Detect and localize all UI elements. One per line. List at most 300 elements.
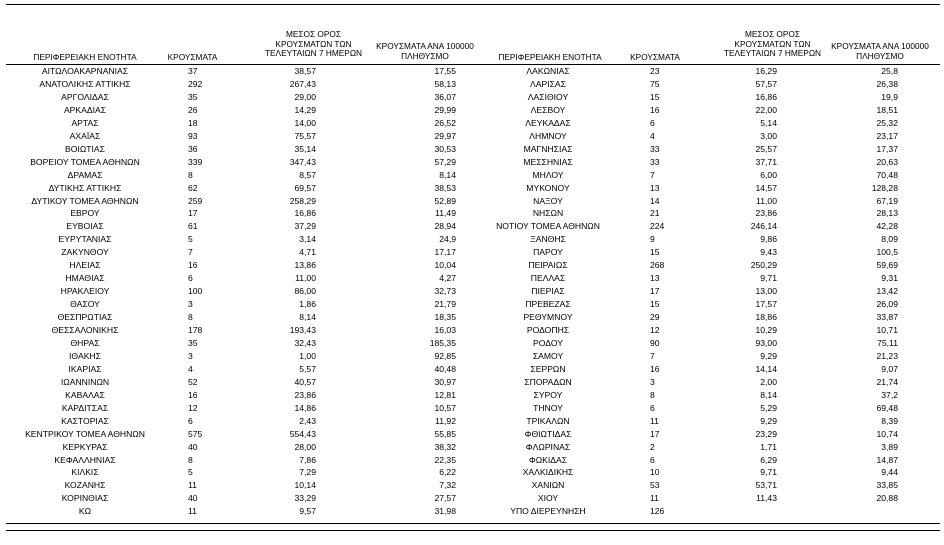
cell-cases: 4: [650, 130, 655, 141]
cell-avg: 32,43: [294, 337, 316, 348]
cell-cases: 6: [650, 402, 655, 413]
header-avg-line3: ΤΕΛΕΥΤΑΙΩΝ 7 ΗΜΕΡΩΝ: [723, 48, 822, 58]
header-per100k-line1: ΚΡΟΥΣΜΑΤΑ ΑΝΑ 100000: [376, 41, 474, 51]
cell-avg: 29,00: [294, 91, 316, 102]
cell-per100k: 16,03: [434, 325, 456, 335]
cell-avg: 11,00: [756, 195, 777, 206]
cell-per100k: 31,98: [434, 506, 456, 517]
table-row: [0, 285, 944, 298]
table-row: [0, 117, 944, 130]
cell-avg: 9,86: [760, 234, 777, 245]
table-row: [0, 389, 944, 402]
cell-cases: 75: [650, 78, 660, 89]
cell-cases: 6: [188, 415, 193, 426]
cell-cases: 13: [650, 273, 660, 284]
table-row: [0, 415, 944, 428]
cell-name: ΚΟΡΙΝΘΙΑΣ: [61, 493, 109, 504]
cell-name: ΚΟΖΑΝΗΣ: [64, 480, 106, 491]
table-row: [0, 143, 944, 156]
cell-per100k: 17,37: [876, 143, 898, 154]
cell-avg: 14,00: [294, 117, 316, 128]
cell-cases: 16: [188, 389, 198, 400]
cell-cases: 3: [188, 299, 193, 310]
table-row: [0, 428, 944, 441]
cell-avg: 11,43: [756, 493, 777, 504]
cell-name: ΛΑΣΙΘΙΟΥ: [527, 91, 569, 102]
cell-per100k: 30,53: [434, 143, 456, 154]
table-row: [0, 272, 944, 285]
table-row: [0, 402, 944, 415]
cell-per100k: 59,69: [876, 260, 898, 271]
cell-name: ΗΡΑΚΛΕΙΟΥ: [60, 286, 110, 297]
cell-per100k: 57,29: [434, 156, 456, 167]
table-row: [0, 479, 944, 492]
cell-cases: 18: [188, 117, 198, 128]
cell-avg: 347,43: [289, 156, 316, 167]
cell-cases: 12: [650, 325, 660, 335]
cell-avg: 17,57: [755, 299, 777, 310]
cell-avg: 40,57: [294, 376, 316, 387]
cell-avg: 9,71: [760, 273, 777, 284]
cell-name: ΠΑΡΟΥ: [533, 247, 563, 258]
cell-per100k: 12,81: [434, 389, 456, 400]
cell-per100k: 52,89: [434, 195, 456, 206]
header-avg-line1: ΜΕΣΟΣ ΟΡΟΣ: [285, 29, 342, 39]
cell-cases: 7: [650, 350, 655, 361]
cell-per100k: 24,9: [439, 234, 456, 245]
cell-per100k: 38,32: [434, 441, 456, 452]
cell-per100k: 70,48: [876, 169, 898, 180]
cell-name: ΗΜΑΘΙΑΣ: [65, 273, 105, 284]
cell-per100k: 33,85: [876, 480, 898, 491]
cell-avg: 14,57: [755, 182, 777, 193]
table-row: [0, 246, 944, 259]
header-avg-line1: ΜΕΣΟΣ ΟΡΟΣ: [744, 29, 801, 39]
cell-avg: 16,86: [755, 91, 777, 102]
cell-name: ΣΑΜΟΥ: [532, 350, 564, 361]
cell-avg: 22,00: [755, 104, 777, 115]
cell-name: ΕΒΡΟΥ: [70, 208, 100, 219]
cell-per100k: 25,8: [881, 66, 898, 76]
cell-per100k: 13,42: [876, 286, 898, 297]
cell-name: ΧΙΟΥ: [537, 493, 559, 504]
cell-cases: 3: [188, 350, 193, 361]
cell-per100k: 38,53: [434, 182, 456, 193]
cell-avg: 6,00: [760, 169, 777, 180]
cell-cases: 36: [188, 143, 198, 154]
cell-name: ΡΟΔΟΠΗΣ: [526, 325, 570, 335]
cell-per100k: 21,74: [876, 376, 898, 387]
cell-cases: 90: [650, 337, 660, 348]
cell-cases: 126: [650, 506, 665, 517]
header-avg-left: [256, 30, 371, 59]
cell-per100k: 27,57: [434, 493, 456, 504]
cell-avg: 6,29: [760, 454, 777, 465]
cell-cases: 17: [650, 286, 660, 297]
cell-cases: 21: [650, 208, 660, 219]
cell-cases: 11: [188, 506, 197, 517]
cell-avg: 267,43: [289, 78, 316, 89]
cell-cases: 62: [188, 182, 198, 193]
cell-per100k: 23,17: [876, 130, 898, 141]
cell-cases: 259: [188, 195, 203, 206]
table-row: [0, 195, 944, 208]
cell-cases: 8: [188, 454, 193, 465]
cell-avg: 9,29: [760, 415, 777, 426]
cell-avg: 5,29: [760, 402, 777, 413]
cell-name: ΔΥΤΙΚΟΥ ΤΟΜΕΑ ΑΘΗΝΩΝ: [31, 195, 139, 206]
cell-cases: 9: [650, 234, 655, 245]
cell-cases: 15: [650, 91, 660, 102]
cell-name: ΜΑΓΝΗΣΙΑΣ: [523, 143, 573, 154]
cell-name: ΘΑΣΟΥ: [70, 299, 100, 310]
cell-per100k: 69,48: [876, 402, 898, 413]
cell-name: ΔΡΑΜΑΣ: [67, 169, 103, 180]
cell-avg: 193,43: [289, 325, 316, 335]
header-avg-line2: ΚΡΟΥΣΜΑΤΩΝ ΤΩΝ: [275, 38, 352, 49]
header-avg-line2: ΚΡΟΥΣΜΑΤΩΝ ΤΩΝ: [734, 38, 811, 49]
cell-name: ΕΥΡΥΤΑΝΙΑΣ: [58, 234, 112, 245]
cell-avg: 13,86: [294, 260, 316, 271]
cell-cases: 268: [650, 260, 665, 271]
cell-avg: 9,29: [760, 350, 777, 361]
cell-per100k: 26,52: [434, 117, 456, 128]
cell-cases: 17: [188, 208, 198, 219]
cell-name: ΡΕΘΥΜΝΟΥ: [523, 312, 573, 323]
cell-name: ΦΩΚΙΔΑΣ: [528, 454, 568, 465]
cell-per100k: 26,38: [876, 78, 898, 89]
table-row: [0, 91, 944, 104]
table-row: [0, 233, 944, 246]
cell-per100k: 7,32: [439, 480, 456, 491]
cell-avg: 35,14: [294, 143, 316, 154]
cell-cases: 8: [188, 312, 193, 323]
cell-per100k: 21,79: [434, 299, 456, 310]
cell-avg: 8,57: [299, 169, 316, 180]
cell-per100k: 30,97: [434, 376, 456, 387]
cell-name: ΚΙΛΚΙΣ: [71, 467, 99, 478]
cell-avg: 250,29: [750, 260, 777, 271]
cell-cases: 17: [650, 428, 660, 439]
cell-avg: 53,71: [755, 480, 777, 491]
cell-name: ΛΕΥΚΑΔΑΣ: [525, 117, 571, 128]
cell-cases: 3: [650, 376, 655, 387]
cell-per100k: 75,11: [877, 337, 898, 348]
cell-per100k: 42,28: [876, 221, 898, 232]
cell-avg: 37,71: [755, 156, 777, 167]
cell-name: ΑΡΚΑΔΙΑΣ: [63, 104, 107, 115]
cell-name: ΠΕΛΛΑΣ: [530, 273, 566, 284]
cell-per100k: 17,17: [434, 247, 456, 258]
table-row: [0, 454, 944, 467]
cell-per100k: 9,31: [881, 273, 898, 284]
cell-avg: 10,14: [294, 480, 316, 491]
cell-per100k: 55,85: [434, 428, 456, 439]
header-per100k-left: [365, 42, 485, 61]
cell-name: ΞΑΝΘΗΣ: [530, 234, 566, 245]
cell-avg: 37,29: [294, 221, 316, 232]
cell-per100k: 21,23: [876, 350, 898, 361]
cell-avg: 33,29: [294, 493, 316, 504]
cell-avg: 10,29: [755, 325, 777, 335]
cell-avg: 8,14: [760, 389, 777, 400]
cell-name: ΙΘΑΚΗΣ: [69, 350, 101, 361]
cell-per100k: 37,2: [881, 389, 898, 400]
cell-per100k: 4,27: [439, 273, 456, 284]
cell-cases: 33: [650, 143, 660, 154]
cell-avg: 23,86: [755, 208, 777, 219]
cell-cases: 16: [650, 363, 660, 374]
cell-avg: 11,00: [295, 273, 316, 284]
cell-name: ΤΗΝΟΥ: [533, 402, 563, 413]
cell-per100k: 10,57: [434, 402, 456, 413]
cell-per100k: 67,19: [876, 195, 898, 206]
cell-cases: 224: [650, 221, 665, 232]
cell-name: ΝΟΤΙΟΥ ΤΟΜΕΑ ΑΘΗΝΩΝ: [496, 221, 600, 232]
cell-cases: 61: [188, 221, 198, 232]
cell-avg: 16,86: [294, 208, 316, 219]
cell-cases: 15: [650, 247, 660, 258]
cell-per100k: 26,09: [876, 299, 898, 310]
cell-avg: 554,43: [289, 428, 316, 439]
cell-per100k: 36,07: [434, 91, 456, 102]
cell-cases: 8: [188, 169, 193, 180]
table-row: [0, 130, 944, 143]
cell-per100k: 3,89: [881, 441, 898, 452]
cell-name: ΦΘΙΩΤΙΔΑΣ: [524, 428, 572, 439]
cell-cases: 11: [188, 480, 197, 491]
top-rule: [6, 4, 940, 5]
cell-avg: 86,00: [294, 286, 316, 297]
table-row: [0, 363, 944, 376]
header-cases-right: ΚΡΟΥΣΜΑΤΑ: [630, 52, 680, 62]
cell-per100k: 11,92: [435, 415, 456, 426]
cell-cases: 6: [650, 117, 655, 128]
cell-name: ΛΗΜΝΟΥ: [529, 130, 567, 141]
cell-name: ΑΡΓΟΛΙΔΑΣ: [61, 91, 109, 102]
table-row: [0, 324, 944, 337]
cell-avg: 57,57: [755, 78, 777, 89]
cell-name: ΚΕΡΚΥΡΑΣ: [62, 441, 108, 452]
cell-name: ΘΕΣΠΡΩΤΙΑΣ: [57, 312, 113, 323]
cell-name: ΚΕΝΤΡΙΚΟΥ ΤΟΜΕΑ ΑΘΗΝΩΝ: [25, 428, 145, 439]
cell-name: ΒΟΡΕΙΟΥ ΤΟΜΕΑ ΑΘΗΝΩΝ: [30, 156, 140, 167]
cell-name: ΛΕΣΒΟΥ: [530, 104, 566, 115]
table-row: [0, 350, 944, 363]
cell-name: ΚΑΡΔΙΤΣΑΣ: [61, 402, 109, 413]
cell-cases: 5: [188, 234, 193, 245]
cell-name: ΚΑΣΤΟΡΙΑΣ: [61, 415, 109, 426]
header-avg-line3: ΤΕΛΕΥΤΑΙΩΝ 7 ΗΜΕΡΩΝ: [264, 48, 363, 58]
cell-avg: 2,43: [299, 415, 316, 426]
cell-avg: 93,00: [755, 337, 777, 348]
table-row: [0, 492, 944, 505]
cell-per100k: 11,49: [435, 208, 456, 219]
table-row: [0, 207, 944, 220]
cell-avg: 9,57: [299, 506, 316, 517]
cell-avg: 14,86: [294, 402, 316, 413]
cell-cases: 35: [188, 91, 198, 102]
cell-per100k: 58,13: [434, 78, 456, 89]
cell-name: ΒΟΙΩΤΙΑΣ: [65, 143, 105, 154]
cell-cases: 292: [188, 78, 203, 89]
cell-avg: 14,29: [294, 104, 316, 115]
cell-cases: 52: [188, 376, 198, 387]
cell-avg: 28,00: [294, 441, 316, 452]
cell-cases: 37: [188, 66, 198, 76]
cell-cases: 11: [650, 493, 659, 504]
cell-per100k: 9,07: [881, 363, 898, 374]
bottom-rule-1: [6, 523, 940, 524]
cell-name: ΚΕΦΑΛΛΗΝΙΑΣ: [54, 454, 116, 465]
table-row: [0, 376, 944, 389]
cell-per100k: 128,28: [871, 182, 898, 193]
cell-name: ΜΕΣΣΗΝΙΑΣ: [523, 156, 573, 167]
cell-name: ΚΑΒΑΛΑΣ: [65, 389, 105, 400]
bottom-rule-2: [6, 530, 940, 531]
cell-per100k: 20,63: [876, 156, 898, 167]
cell-per100k: 9,44: [881, 467, 898, 478]
cell-name: ΥΠΟ ΔΙΕΡΕΥΝΗΣΗ: [510, 506, 586, 517]
cell-per100k: 8,09: [881, 234, 898, 245]
cell-cases: 16: [188, 260, 198, 271]
cell-name: ΑΝΑΤΟΛΙΚΗΣ ΑΤΤΙΚΗΣ: [39, 78, 131, 89]
cell-name: ΗΛΕΙΑΣ: [69, 260, 101, 271]
cell-name: ΣΥΡΟΥ: [533, 389, 563, 400]
table-row: [0, 65, 944, 78]
cell-name: ΔΥΤΙΚΗΣ ΑΤΤΙΚΗΣ: [48, 182, 122, 193]
cell-avg: 16,29: [755, 66, 777, 76]
cell-cases: 12: [188, 402, 198, 413]
cell-name: ΛΑΡΙΣΑΣ: [530, 78, 566, 89]
cell-avg: 75,57: [294, 130, 316, 141]
cell-per100k: 22,35: [434, 454, 456, 465]
cell-cases: 33: [650, 156, 660, 167]
cell-name: ΤΡΙΚΑΛΩΝ: [526, 415, 570, 426]
cell-name: ΙΩΑΝΝΙΝΩΝ: [60, 376, 110, 387]
cell-avg: 8,14: [299, 312, 316, 323]
cell-cases: 5: [188, 467, 193, 478]
cell-avg: 7,29: [299, 467, 316, 478]
cell-avg: 3,00: [760, 130, 777, 141]
header-per100k-right: [820, 42, 940, 61]
cell-cases: 14: [650, 195, 660, 206]
cell-avg: 2,00: [760, 376, 777, 387]
cell-cases: 6: [650, 454, 655, 465]
cell-avg: 258,29: [289, 195, 316, 206]
header-region-right: ΠΕΡΙΦΕΡΕΙΑΚΗ ΕΝΟΤΗΤΑ: [498, 52, 602, 62]
cell-cases: 40: [188, 493, 198, 504]
cell-per100k: 8,14: [439, 169, 456, 180]
header-avg-right: [710, 30, 835, 59]
cell-avg: 7,86: [299, 454, 316, 465]
cell-name: ΠΕΙΡΑΙΩΣ: [528, 260, 568, 271]
header-per100k-line2: ΠΛΗΘΥΣΜΟ: [856, 50, 904, 61]
cell-cases: 100: [188, 286, 203, 297]
cell-per100k: 19,9: [881, 91, 898, 102]
cell-cases: 15: [650, 299, 660, 310]
table-row: [0, 156, 944, 169]
cell-avg: 9,71: [760, 467, 777, 478]
cell-per100k: 100,5: [876, 247, 898, 258]
cell-name: ΛΑΚΩΝΙΑΣ: [526, 66, 570, 76]
header-region-left: ΠΕΡΙΦΕΡΕΙΑΚΗ ΕΝΟΤΗΤΑ: [33, 52, 137, 62]
table-row: [0, 441, 944, 454]
cell-name: ΝΑΞΟΥ: [533, 195, 563, 206]
cell-name: ΠΙΕΡΙΑΣ: [531, 286, 565, 297]
cell-name: ΠΡΕΒΕΖΑΣ: [525, 299, 571, 310]
cell-per100k: 10,71: [876, 325, 898, 335]
cell-name: ΘΕΣΣΑΛΟΝΙΚΗΣ: [51, 325, 119, 335]
header-per100k-line2: ΠΛΗΘΥΣΜΟ: [401, 50, 449, 61]
table-row: [0, 337, 944, 350]
table-row: [0, 298, 944, 311]
cell-name: ΙΚΑΡΙΑΣ: [68, 363, 102, 374]
cell-cases: 6: [188, 273, 193, 284]
cell-per100k: 25,32: [876, 117, 898, 128]
cell-name: ΣΠΟΡΑΔΩΝ: [524, 376, 572, 387]
cell-cases: 23: [650, 66, 660, 76]
cell-avg: 4,71: [299, 247, 316, 258]
cell-name: ΝΗΣΩΝ: [532, 208, 564, 219]
cell-cases: 26: [188, 104, 198, 115]
cell-name: ΣΕΡΡΩΝ: [530, 363, 566, 374]
cell-per100k: 8,39: [881, 415, 898, 426]
cell-per100k: 29,97: [434, 130, 456, 141]
cell-cases: 93: [188, 130, 198, 141]
cell-name: ΑΡΤΑΣ: [71, 117, 99, 128]
cell-avg: 1,00: [299, 350, 316, 361]
table-row: [0, 220, 944, 233]
table-row: [0, 466, 944, 479]
cell-per100k: 17,55: [434, 66, 456, 76]
cell-name: ΜΗΛΟΥ: [532, 169, 564, 180]
cell-cases: 13: [650, 182, 660, 193]
cell-avg: 23,86: [294, 389, 316, 400]
cell-avg: 1,86: [299, 299, 316, 310]
cell-name: ΡΟΔΟΥ: [533, 337, 563, 348]
cell-cases: 575: [188, 428, 203, 439]
header-per100k-line1: ΚΡΟΥΣΜΑΤΑ ΑΝΑ 100000: [831, 41, 929, 51]
cell-cases: 29: [650, 312, 660, 323]
cell-cases: 11: [650, 415, 659, 426]
cell-per100k: 18,35: [434, 312, 456, 323]
cell-avg: 13,00: [755, 286, 777, 297]
cell-cases: 53: [650, 480, 660, 491]
table-row: [0, 104, 944, 117]
cell-avg: 3,14: [299, 234, 316, 245]
cell-cases: 16: [650, 104, 660, 115]
cell-per100k: 33,87: [876, 312, 898, 323]
cell-name: ΧΑΝΙΩΝ: [531, 480, 565, 491]
cell-avg: 9,43: [760, 247, 777, 258]
cell-name: ΕΥΒΟΙΑΣ: [66, 221, 104, 232]
cell-per100k: 20,88: [876, 493, 898, 504]
cell-per100k: 40,48: [434, 363, 456, 374]
cell-avg: 23,29: [755, 428, 777, 439]
cell-cases: 4: [188, 363, 193, 374]
cell-avg: 38,57: [294, 66, 316, 76]
cell-per100k: 28,94: [434, 221, 456, 232]
table-row: [0, 259, 944, 272]
cell-per100k: 10,74: [876, 428, 898, 439]
cell-cases: 10: [650, 467, 660, 478]
cell-per100k: 28,13: [876, 208, 898, 219]
cell-avg: 25,57: [755, 143, 777, 154]
cell-name: ΚΩ: [78, 506, 92, 517]
cell-cases: 2: [650, 441, 655, 452]
cell-cases: 8: [650, 389, 655, 400]
